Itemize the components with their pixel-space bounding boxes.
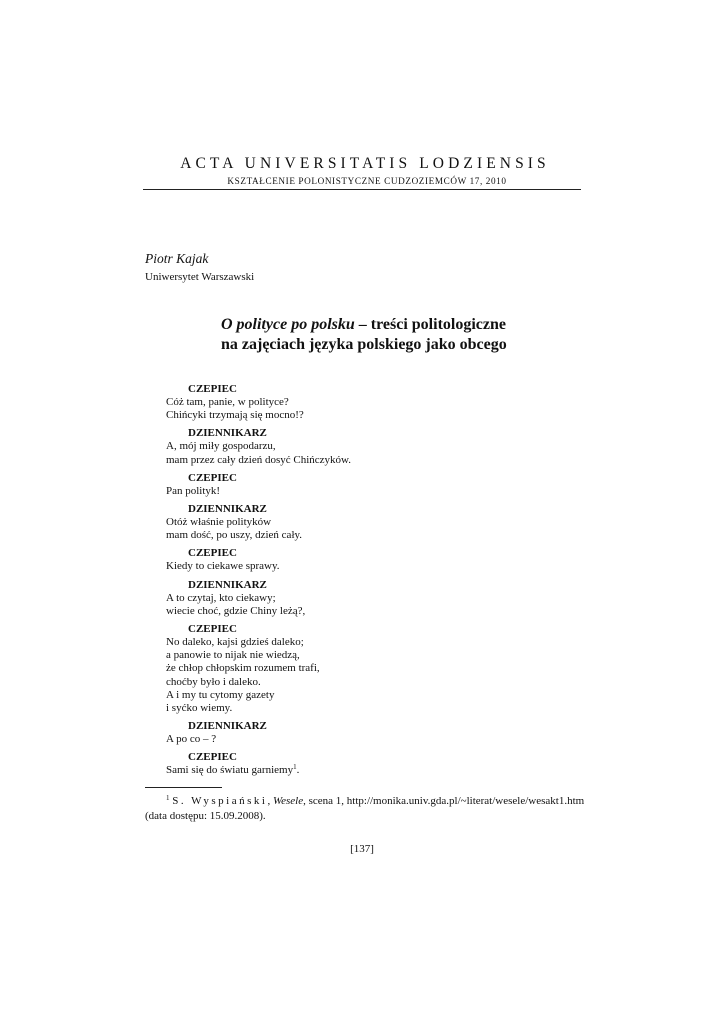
verse-line: Otóż właśnie polityków xyxy=(166,516,272,529)
verse-line: No daleko, kajsi gdzieś daleko; xyxy=(166,636,304,649)
play-excerpt xyxy=(166,382,351,778)
footnote-line-1 xyxy=(145,794,595,809)
footnote-line-2: (data dostępu: 15.09.2008). xyxy=(145,810,266,822)
speaker-name: DZIENNIKARZ xyxy=(188,720,267,733)
verse-line: Pan polityk! xyxy=(166,484,221,497)
speaker-name: CZEPIEC xyxy=(188,751,237,764)
article-title-rest: – treści politologiczne xyxy=(354,316,506,333)
verse-punctuation: . xyxy=(296,764,300,777)
verse-line: Cóż tam, panie, w polityce? xyxy=(166,396,289,408)
author-affiliation: Uniwersytet Warszawski xyxy=(145,271,255,283)
verse-line: Kiedy to ciekawe sprawy. xyxy=(166,560,280,573)
footnote-separator: , xyxy=(267,795,273,807)
verse-line: i syćko wiemy. xyxy=(166,702,233,715)
verse-line: Chińcyki trzymają się mocno!? xyxy=(166,409,304,422)
footnote-reference: 1 xyxy=(293,763,297,772)
verse-line: A i my tu cytomy gazety xyxy=(166,688,275,701)
footnote xyxy=(145,794,595,824)
speaker-name: CZEPIEC xyxy=(188,623,237,636)
footnote-number: 1 xyxy=(166,794,170,802)
speaker-name: DZIENNIKARZ xyxy=(188,427,267,440)
verse-line: A po co – ? xyxy=(166,733,217,746)
verse-text: Sami się do światu garniemy xyxy=(166,764,294,777)
footnote-source: , scena 1, http://monika.univ.gda.pl/~literat/wesele/wesakt1.htm xyxy=(303,795,585,807)
article-title-line-2: na zajęciach języka polskiego jako obcego xyxy=(221,336,507,353)
speaker-name: DZIENNIKARZ xyxy=(188,578,267,591)
journal-subtitle: KSZTAŁCENIE POLONISTYCZNE CUDZOZIEMCÓW 17, 2010 xyxy=(227,176,507,186)
header-divider xyxy=(143,189,581,190)
article-title xyxy=(221,315,507,355)
footnote-author: S. Wyspiański xyxy=(172,795,268,807)
speaker-name: DZIENNIKARZ xyxy=(188,503,267,516)
verse-line: mam przez cały dzień dosyć Chińczyków. xyxy=(166,453,351,466)
speaker-name: CZEPIEC xyxy=(188,547,237,560)
verse-line: a panowie to nijak nie wiedzą, xyxy=(166,649,300,662)
verse-line: że chłop chłopskim rozumem trafi, xyxy=(166,662,320,675)
footnote-divider xyxy=(145,787,222,788)
article-title-line-1 xyxy=(221,315,507,335)
verse-line: choćby było i daleko. xyxy=(166,675,261,688)
verse-line xyxy=(166,764,351,777)
author-name: Piotr Kajak xyxy=(145,251,209,266)
verse-line: mam dość, po uszy, dzień cały. xyxy=(166,529,303,542)
page-number: [137] xyxy=(350,843,374,855)
speaker-name: CZEPIEC xyxy=(188,383,237,395)
verse-line: A, mój miły gospodarzu, xyxy=(166,440,276,453)
footnote-work: Wesele xyxy=(272,795,304,807)
verse-line: wiecie choć, gdzie Chiny leżą?, xyxy=(166,604,306,617)
article-title-italic: O polityce po polsku xyxy=(221,316,355,333)
verse-line: A to czytaj, kto ciekawy; xyxy=(166,591,276,604)
speaker-name: CZEPIEC xyxy=(188,471,237,484)
journal-title: ACTA UNIVERSITATIS LODZIENSIS xyxy=(180,155,550,172)
